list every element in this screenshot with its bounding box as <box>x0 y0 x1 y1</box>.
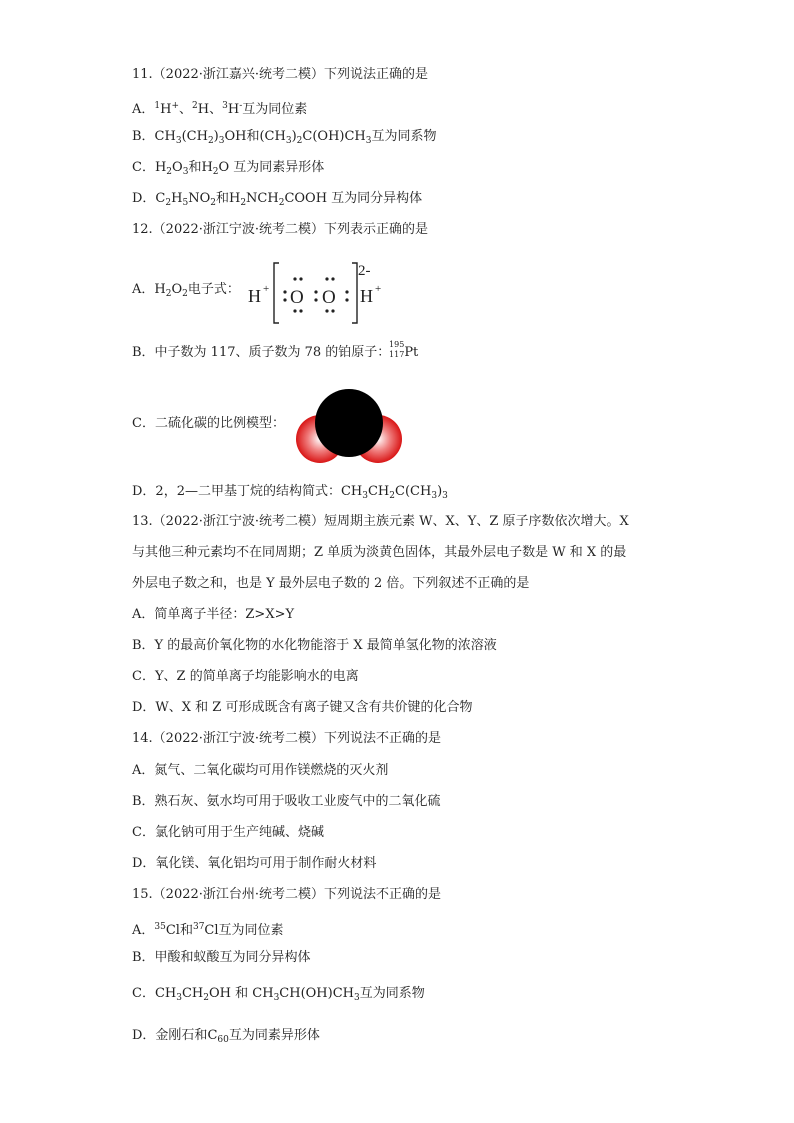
q12-option-d: D．2，2—二甲基丁烷的结构简式：$CH_3CH_2C(CH_3)_3$ <box>132 484 448 501</box>
q13-option-d: D．W、X 和 Z 可形成既含有离子键又含有共价键的化合物 <box>132 700 473 715</box>
q13-stem-line-1: 13.（2022·浙江宁波·统考二模）短周期主族元素 W、X、Y、Z 原子序数依次增大。X <box>132 514 629 529</box>
q11-option-a: A．$^1$H+、$^2$H、$^3$H-互为同位素 <box>132 101 308 117</box>
center-atom <box>315 389 383 457</box>
bracket-right <box>352 263 357 323</box>
bracket-left <box>274 263 279 323</box>
cs2-space-filling-model <box>294 389 406 469</box>
q15-option-d: D．金刚石和$C_{60}$互为同素异形体 <box>132 1028 320 1045</box>
q13-stem-line-2: 与其他三种元素均不在同周期；Z 单质为淡黄色固体，其最外层电子数是 W 和 X 的最 <box>132 545 627 560</box>
q15-option-c: C．$CH_3CH_2OH$ 和 $CH_3CH(OH)CH_3$互为同系物 <box>132 986 425 1003</box>
q13-stem-line-3: 外层电子数之和，也是 Y 最外层电子数的 2 倍。下列叙述不正确的是 <box>132 576 530 591</box>
q11-option-c: C．$H_2O_3$和$H_2O$ 互为同素异形体 <box>132 160 325 177</box>
q15-option-b: B．甲酸和蚁酸互为同分异构体 <box>132 950 311 965</box>
q12-option-b: B．中子数为 117、质子数为 78 的铂原子： 195 117 Pt <box>132 340 419 360</box>
q11-option-b: B．$CH_3(CH_2)_3OH$和$(CH_3)_2C(OH)CH_3$互为同系物 <box>132 129 437 146</box>
q13-option-c: C．Y、Z 的简单离子均能影响水的电离 <box>132 669 359 684</box>
q11-stem: 11.（2022·浙江嘉兴·统考二模）下列说法正确的是 <box>132 67 429 82</box>
q14-option-c: C．氯化钠可用于生产纯碱、烧碱 <box>132 825 324 840</box>
hydrogen-left: H <box>248 286 261 306</box>
hydrogen-right: H <box>360 286 373 306</box>
oxygen-2: O <box>322 287 336 308</box>
oxygen-1: O <box>290 287 304 308</box>
q14-option-a: A．氮气、二氧化碳均可用作镁燃烧的灭火剂 <box>132 763 389 778</box>
q13-option-b: B．Y 的最高价氧化物的水化物能溶于 X 最简单氢化物的浓溶液 <box>132 638 497 653</box>
h2o2-electron-formula <box>246 257 396 329</box>
q14-option-b: B．熟石灰、氨水均可用于吸收工业废气中的二氧化硫 <box>132 794 441 809</box>
charge-label: 2- <box>358 263 371 279</box>
q12-option-a: A．$H_2O_2$电子式： <box>132 282 240 299</box>
q13-option-a: A．简单离子半径：Z>X>Y <box>132 607 295 622</box>
q15-option-a: A．$^{35}$Cl和$^{37}$Cl互为同位素 <box>132 922 284 938</box>
q11-option-d: D．$C_2H_5NO_2$和$H_2NCH_2COOH$ 互为同分异构体 <box>132 191 423 208</box>
plus-right: + <box>375 283 382 295</box>
q14-stem: 14.（2022·浙江宁波·统考二模）下列说法不正确的是 <box>132 731 442 746</box>
q12-option-c: C．二硫化碳的比例模型： <box>132 416 285 431</box>
q15-stem: 15.（2022·浙江台州·统考二模）下列说法不正确的是 <box>132 887 442 902</box>
q14-option-d: D．氧化镁、氧化铝均可用于制作耐火材料 <box>132 856 377 871</box>
q12-stem: 12.（2022·浙江宁波·统考二模）下列表示正确的是 <box>132 222 429 237</box>
plus-left: + <box>263 283 270 295</box>
